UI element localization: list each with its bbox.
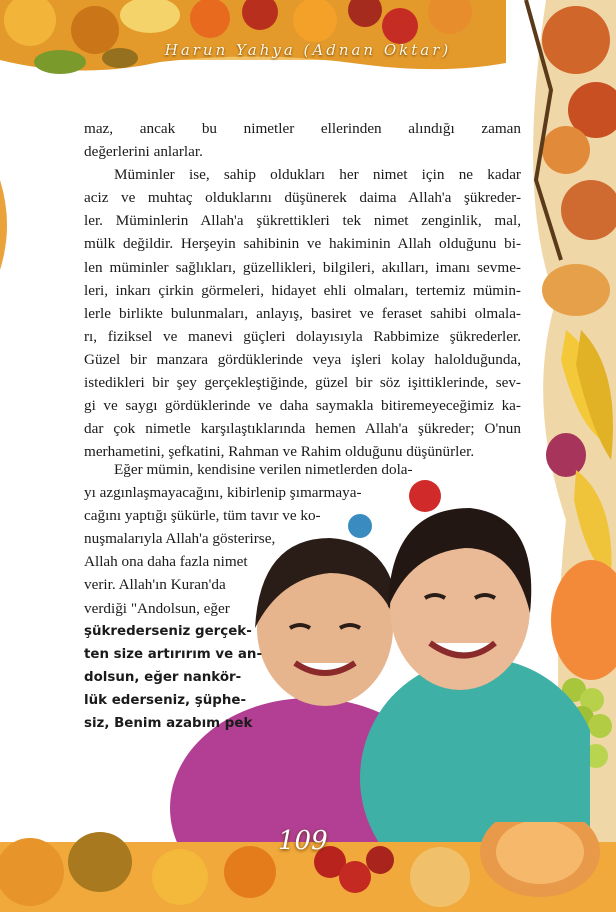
text-line: rı, fiziksel ve manevi güçleri dolayısıyla Rabbimize şükrederler. — [84, 327, 521, 345]
quote-line: lük ederseniz, şüphe- — [84, 692, 247, 708]
text-line: istedikleri bir şey gerçekleştiğinde, güzel bir söz işittiklerinde, sev- — [84, 374, 521, 392]
quote-line: şükrederseniz gerçek- — [84, 623, 252, 639]
quote-line: ten size artırırım ve an- — [84, 646, 263, 662]
text-line: lerle birlikte bulunmaları, anlayış, basiret ve feraset sahibi olmala- — [84, 304, 521, 322]
text-line: Müminler ise, sahip oldukları her nimet için ne kadar — [114, 166, 521, 184]
text-line: leri, inkarı çirkin görmeleri, hidayet ehli olmaları, tertemiz mümin- — [84, 281, 521, 299]
wrapped-paragraph — [84, 458, 413, 735]
text-line: ler. Müminlerin Allah'a şükrettikleri tek nimet zenginlik, mal, — [84, 212, 521, 230]
fruit-border-left — [0, 180, 14, 270]
text-line: nuşmalarıyla Allah'a gösterirse, — [84, 530, 276, 548]
body-paragraphs — [84, 117, 521, 463]
text-line: maz, ancak bu nimetler ellerinden alındığı zaman — [84, 120, 521, 137]
text-line: verir. Allah'ın Kuran'da — [84, 576, 226, 594]
running-header: Harun Yahya (Adnan Oktar) — [164, 41, 452, 59]
text-line: Allah ona daha fazla nimet — [84, 553, 248, 571]
quote-line: dolsun, eğer nankör- — [84, 669, 242, 685]
text-line: gi ve saygı gördüklerinde ve daha saymakla bitiremeyeceğimiz ka- — [84, 397, 521, 415]
text-line: yı azgınlaşmayacağını, kibirlenip şımarmaya- — [84, 484, 362, 502]
text-line: değerlerini anlarlar. — [84, 143, 203, 161]
text-line: merhametini, şefkatini, Rahman ve Rahim olduğunu düşünürler. — [84, 443, 475, 461]
text-line: verdiği "Andolsun, eğer — [84, 599, 230, 617]
text-line: cağını yaptığı şükürle, tüm tavır ve ko- — [84, 507, 321, 525]
text-line: Güzel bir manzara gördüklerinde veya işleri kolay halolduğunda, — [84, 350, 521, 368]
page-number: 109 — [278, 826, 328, 856]
text-line: Eğer mümin, kendisine verilen nimetlerden dola- — [114, 461, 413, 478]
text-line: dar çok nimetle karşılaştıklarında hemen Allah'a şükreder; O'nun — [84, 420, 521, 438]
text-line: mülk değildir. Herşeyin sahibinin ve hakiminin Allah olduğunu bi- — [84, 235, 521, 253]
text-line: len müminler sağlıkları, güzellikleri, bilgileri, akılları, imanı sevme- — [84, 258, 521, 276]
quote-line: siz, Benim azabım pek — [84, 716, 253, 732]
text-line: aciz ve muhtaç olduklarını düşünerek daima Allah'a şükreder- — [84, 189, 521, 207]
